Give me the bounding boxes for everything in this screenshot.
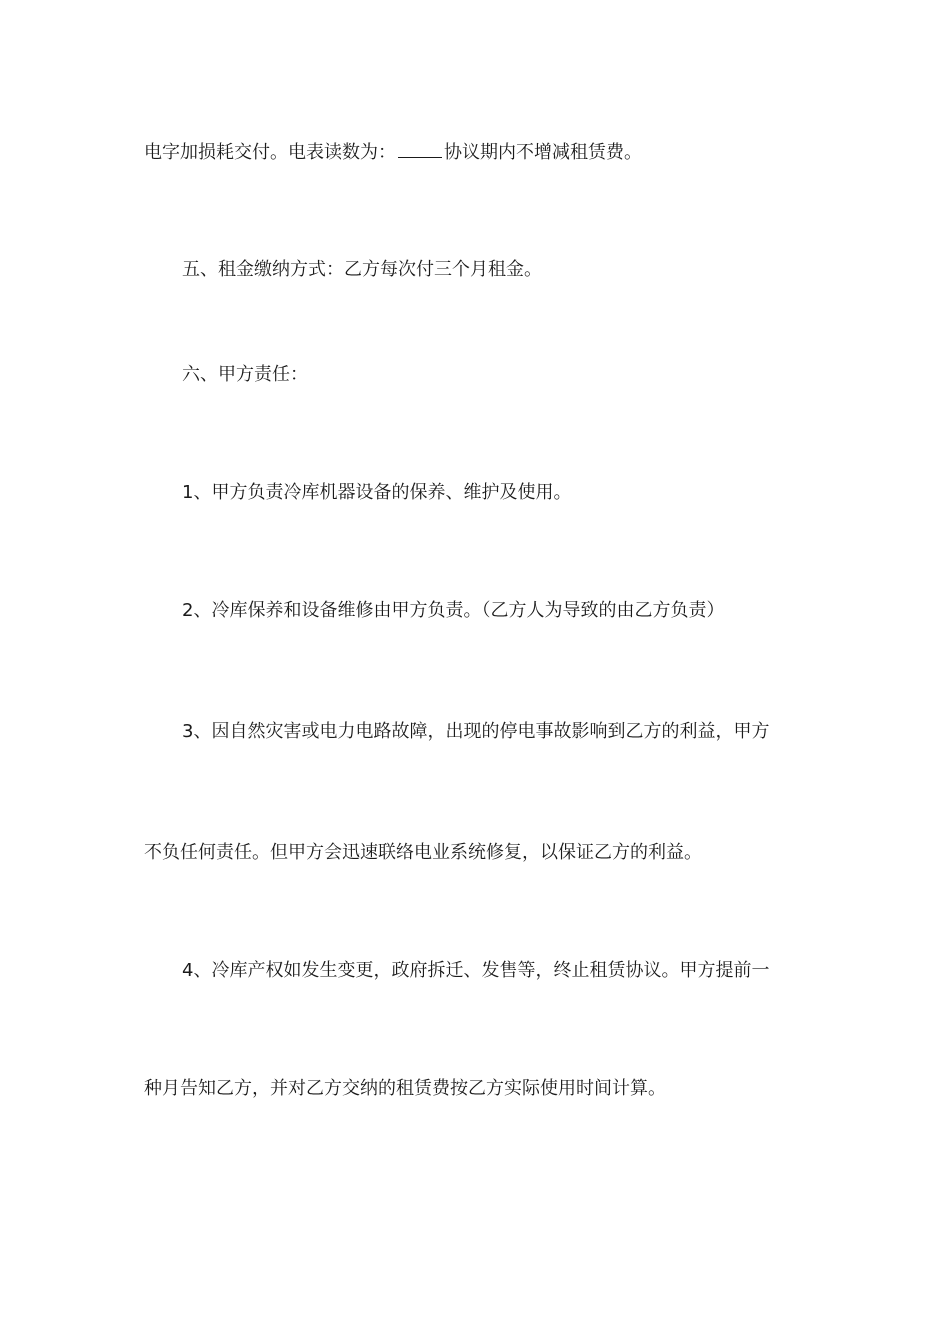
- clause-4-line-1: 4、冷库产权如发生变更，政府拆迁、发售等，终止租赁协议。甲方提前一: [182, 960, 770, 981]
- text-segment: 协议期内不增减租赁费。: [444, 142, 642, 163]
- clause-1: 1、甲方负责冷库机器设备的保养、维护及使用。: [182, 482, 572, 503]
- section-heading-rent-payment: 五、租金缴纳方式：乙方每次付三个月租金。: [182, 259, 542, 280]
- meter-reading-blank: [398, 139, 442, 158]
- clause-3-line-2: 不负任何责任。但甲方会迅速联络电业系统修复，以保证乙方的利益。: [144, 842, 702, 863]
- section-heading-party-a-duties: 六、甲方责任：: [182, 364, 308, 385]
- text-segment: 电字加损耗交付。电表读数为：: [144, 142, 396, 163]
- clause-2: 2、冷库保养和设备维修由甲方负责。（乙方人为导致的由乙方负责）: [182, 600, 725, 621]
- paragraph-line-electricity: [144, 139, 824, 166]
- clause-4-line-2: 种月告知乙方，并对乙方交纳的租赁费按乙方实际使用时间计算。: [144, 1078, 666, 1099]
- clause-3-line-1: 3、因自然灾害或电力电路故障，出现的停电事故影响到乙方的利益，甲方: [182, 721, 770, 742]
